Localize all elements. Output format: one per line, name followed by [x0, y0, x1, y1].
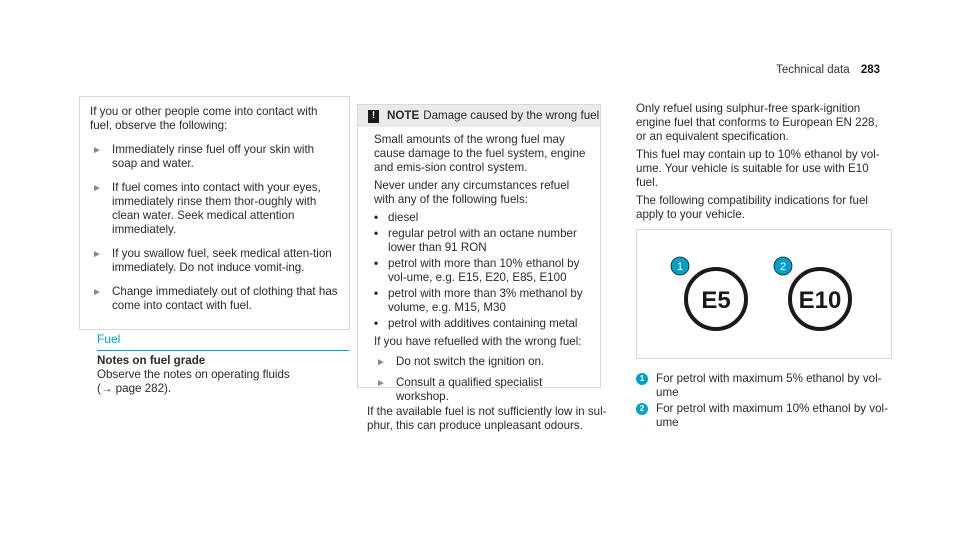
arrow-icon: ►	[376, 378, 386, 389]
action-text: Do not switch the ignition on.	[396, 355, 545, 368]
paragraph: Only refuel using sulphur-free spark-ignition engine fuel that conforms to European EN 228, or an equivalent specification.	[636, 102, 878, 143]
notes-page-reference[interactable]: (→ page 282).	[97, 382, 172, 395]
action-item	[374, 355, 590, 370]
note-box	[357, 104, 601, 403]
safety-item	[90, 181, 339, 237]
fuel-notes	[97, 354, 347, 396]
legend-item	[636, 402, 896, 430]
e5-label: E5	[701, 287, 731, 314]
safety-item-text: Immediately rinse fuel off your skin with soap and water.	[112, 143, 315, 170]
list-item	[374, 211, 590, 225]
sulphur-note	[367, 405, 617, 433]
fuel-heading: Fuel	[97, 332, 349, 351]
callout-1: 1	[676, 261, 684, 273]
arrow-icon: ►	[92, 287, 102, 298]
fuel-type: diesel	[388, 211, 419, 224]
legend-item	[636, 372, 896, 400]
bullet-icon: •	[374, 257, 379, 270]
note-label: NOTE	[387, 109, 420, 122]
wrong-fuel-list	[374, 211, 590, 331]
legend-number-badge: 1	[636, 373, 648, 385]
arrow-icon: ►	[376, 357, 386, 368]
list-item	[374, 227, 590, 255]
safety-item	[90, 247, 339, 275]
paragraph: The following compatibility indications for fuel apply to your vehicle.	[636, 194, 868, 221]
exclamation-icon: !	[368, 110, 379, 123]
fuel-type: petrol with more than 3% methanol by volume, e.g. M15, M30	[388, 287, 583, 314]
page-header	[776, 63, 880, 77]
arrow-icon: ►	[92, 249, 102, 260]
legend-text: For petrol with maximum 5% ethanol by vol-ume	[656, 372, 882, 399]
safety-intro: If you or other people come into contact with fuel, observe the following:	[90, 105, 318, 132]
bullet-icon: •	[374, 317, 379, 330]
sulphur-text: If the available fuel is not sufficiently low in sul-phur, this can produce unpleasant odours.	[367, 405, 607, 432]
fuel-labels-illustration	[637, 230, 891, 358]
safety-item-text: If fuel comes into contact with your eyes, immediately rinse them thor-oughly with clean water. Seek medical attention immediately.	[112, 181, 321, 236]
safety-item-text: Change immediately out of clothing that has come into contact with fuel.	[112, 285, 338, 312]
section-title: Technical data	[776, 64, 850, 76]
list-item	[374, 257, 590, 285]
list-item	[374, 317, 590, 331]
legend-text: For petrol with maximum 10% ethanol by vol-ume	[656, 402, 888, 429]
page-number: 283	[860, 64, 880, 76]
note-header	[358, 105, 600, 127]
arrow-icon: ►	[92, 145, 102, 156]
safety-box	[79, 96, 350, 330]
action-item	[374, 376, 590, 404]
fuel-type: regular petrol with an octane number lower than 91 RON	[388, 227, 577, 254]
right-column	[636, 102, 890, 226]
notes-text: Observe the notes on operating fluids	[97, 368, 290, 381]
figure-legend	[636, 372, 896, 432]
list-item	[374, 287, 590, 315]
fuel-type: petrol with additives containing metal	[388, 317, 578, 330]
arrow-icon: ►	[92, 183, 102, 194]
callout-2: 2	[779, 261, 787, 273]
bullet-icon: •	[374, 287, 379, 300]
bullet-icon: •	[374, 211, 379, 224]
fuel-type: petrol with more than 10% ethanol by vol-ume, e.g. E15, E20, E85, E100	[388, 257, 580, 284]
safety-item-text: If you swallow fuel, seek medical atten-tion immediately. Do not induce vomit-ing.	[112, 247, 332, 274]
safety-item	[90, 285, 339, 313]
wrong-fuel-intro: If you have refuelled with the wrong fuel:	[374, 335, 582, 348]
bullet-icon: •	[374, 227, 379, 240]
note-intro: Small amounts of the wrong fuel may cause damage to the fuel system, engine and emis-sion control system.	[374, 133, 586, 174]
fuel-label-figure	[636, 229, 892, 359]
note-title: Damage caused by the wrong fuel	[423, 109, 600, 122]
e10-label: E10	[798, 287, 842, 314]
paragraph: This fuel may contain up to 10% ethanol by vol-ume. Your vehicle is suitable for use with E10 fuel.	[636, 148, 880, 189]
legend-number-badge: 2	[636, 403, 648, 415]
notes-title: Notes on fuel grade	[97, 354, 206, 367]
note-never: Never under any circumstances refuel with any of the following fuels:	[374, 179, 570, 206]
safety-item	[90, 143, 339, 171]
action-text: Consult a qualified specialist workshop.	[396, 376, 543, 403]
